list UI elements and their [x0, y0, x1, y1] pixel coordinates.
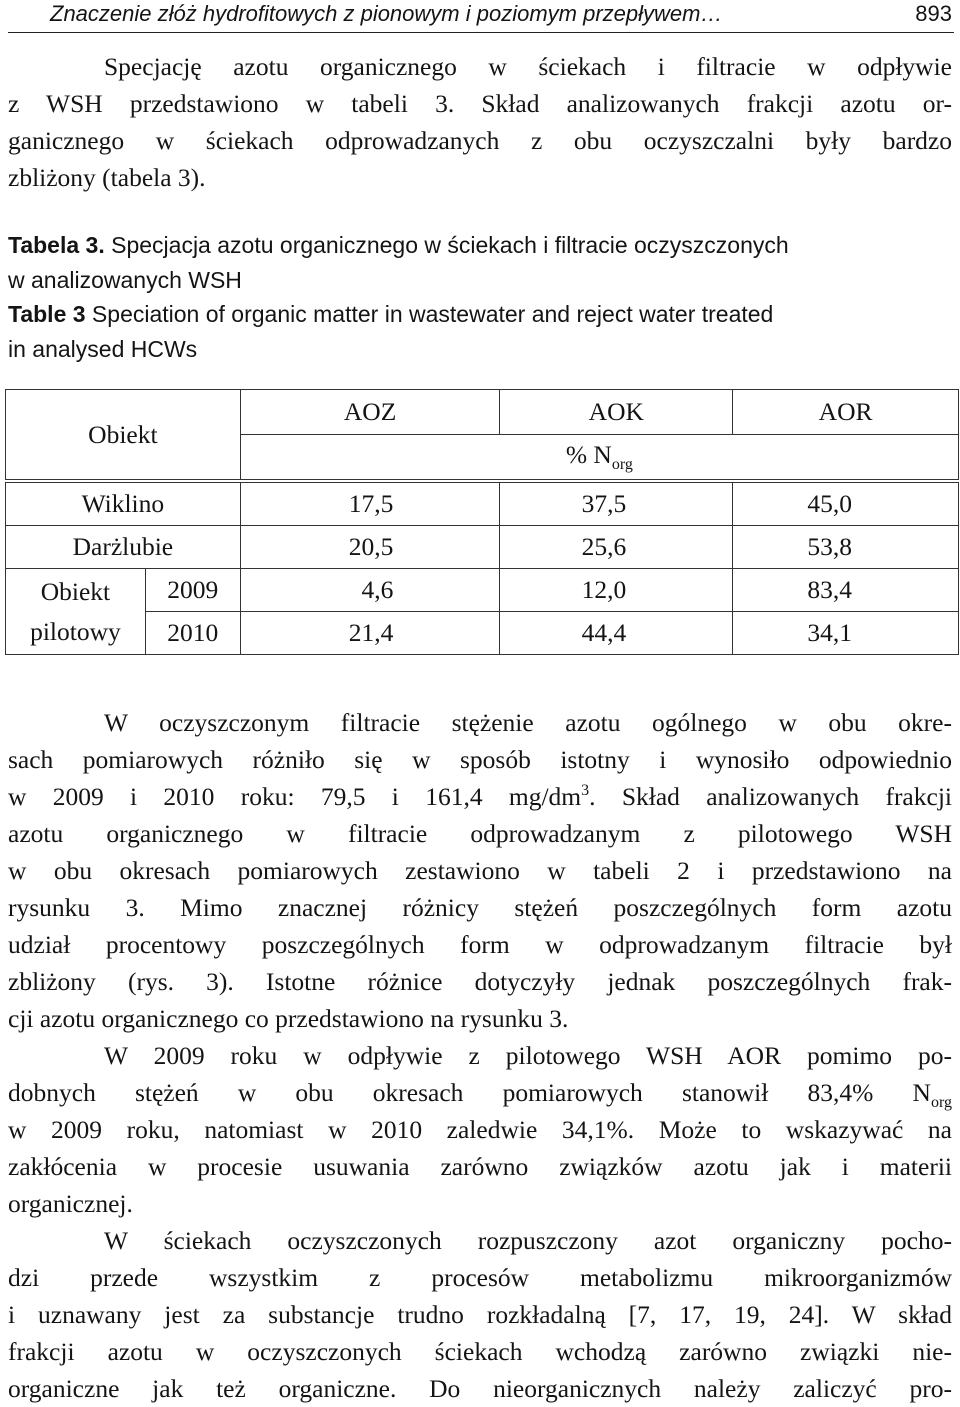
caption-line-en [8, 301, 952, 336]
caption-line-en-2: in analysed HCWs [8, 335, 198, 362]
header-aor: AOR [733, 390, 959, 435]
text-line: zbliżony (rys. 3). Istotne różnice dotyczyły jednak poszczególnych frak- [8, 967, 952, 996]
header-aok: AOK [500, 390, 733, 435]
text-line: cji azotu organicznego co przedstawiono na rysunku 3. [8, 1004, 569, 1033]
pilot-label [6, 569, 146, 655]
caption-text-pl: Specjacja azotu organicznego w ściekach i filtracie oczyszczonych [104, 232, 789, 258]
subscript: org [930, 1094, 952, 1111]
text-line [8, 1074, 952, 1111]
unit-prefix: % N [565, 440, 612, 469]
text-line: W 2009 roku w odpływie z pilotowego WSH AOR pomimo po- [104, 1041, 952, 1070]
pilot-label-line-2: pilotowy [30, 616, 121, 646]
text-line: W ściekach oczyszczonych rozpuszczony azot organiczny pocho- [104, 1226, 952, 1255]
text-line: zbliżony (tabela 3). [8, 163, 206, 192]
text-line: ganicznego w ściekach odprowadzanych z obu oczyszczalni były bardzo [8, 126, 952, 155]
caption-line-pl [8, 232, 952, 267]
table-row [6, 612, 959, 655]
cell-aor: 45,0 [733, 481, 959, 526]
caption-label-pl: Tabela 3. [8, 232, 105, 258]
body-paragraph-filtrate [8, 704, 952, 1037]
cell-aoz: 21,4 [240, 612, 500, 655]
cell-aoz: 4,6 [240, 569, 500, 612]
body-paragraph-organic-nitrogen [8, 1222, 952, 1407]
text-fragment: . Skład analizowanych frakcji [589, 782, 952, 811]
running-header [8, 0, 954, 33]
cell-aok: 44,4 [500, 612, 733, 655]
row-label: Darżlubie [6, 526, 241, 569]
text-line: sach pomiarowych różniło się w sposób istotny i wynosiło odpowiednio [8, 745, 952, 774]
text-line: zakłócenia w procesie usuwania zarówno związków azotu jak i materii [8, 1152, 952, 1181]
cell-aoz: 20,5 [240, 526, 500, 569]
table-row [6, 569, 959, 612]
header-aoz: AOZ [240, 390, 500, 435]
caption-label-en: Table 3 [8, 301, 86, 327]
cell-aor: 34,1 [733, 612, 959, 655]
caption-line-pl-2: w analizowanych WSH [8, 266, 242, 293]
pilot-label-line-1: Obiekt [40, 576, 111, 606]
superscript: 3 [581, 782, 590, 799]
table-row [6, 481, 959, 526]
text-line: z WSH przedstawiono w tabeli 3. Skład analizowanych frakcji azotu or- [8, 89, 952, 118]
text-fragment: dobnych stężeń w obu okresach pomiarowych stanowił 83,4% N [8, 1078, 931, 1107]
text-line: rysunku 3. Mimo znacznej różnicy stężeń poszczególnych form azotu [8, 893, 952, 922]
cell-aor: 53,8 [733, 526, 959, 569]
caption-text-en: Speciation of organic matter in wastewater and reject water treated [85, 301, 774, 327]
body-paragraph-aor [8, 1037, 952, 1222]
text-line: w obu okresach pomiarowych zestawiono w tabeli 2 i przedstawiono na [8, 856, 952, 885]
cell-aok: 37,5 [500, 481, 733, 526]
row-label: Wiklino [6, 481, 241, 526]
text-line: azotu organicznego w filtracie odprowadzanym z pilotowego WSH [8, 819, 952, 848]
header-unit [240, 435, 958, 482]
table-caption [8, 232, 952, 370]
text-line: udział procentowy poszczególnych form w odprowadzanym filtracie był [8, 930, 952, 959]
text-line: frakcji azotu w oczyszczonych ściekach wchodzą zarówno związki nie- [8, 1337, 952, 1366]
row-year: 2010 [145, 612, 240, 655]
cell-aok: 12,0 [500, 569, 733, 612]
header-object: Obiekt [6, 390, 241, 482]
running-title: Znaczenie złóż hydrofitowych z pionowym i poziomym przepływem… [50, 1, 723, 26]
intro-paragraph [8, 48, 952, 196]
text-line: dzi przede wszystkim z procesów metabolizmu mikroorganizmów [8, 1263, 952, 1292]
cell-aor: 83,4 [733, 569, 959, 612]
text-line [8, 778, 952, 815]
text-fragment: w 2009 i 2010 roku: 79,5 i 161,4 mg/dm [8, 782, 582, 811]
table-row [6, 526, 959, 569]
text-line: W oczyszczonym filtracie stężenie azotu ogólnego w obu okre- [104, 708, 952, 737]
unit-subscript: org [611, 456, 633, 473]
text-line: Specjację azotu organicznego w ściekach i filtracie w odpływie [104, 52, 952, 81]
text-line: organiczne jak też organiczne. Do nieorganicznych należy zaliczyć pro- [8, 1374, 952, 1403]
text-line: organicznej. [8, 1189, 133, 1218]
text-line: i uznawany jest za substancje trudno rozkładalną [7, 17, 19, 24]. W skład [8, 1300, 952, 1329]
speciation-table [5, 389, 959, 655]
table-header-row [6, 390, 959, 435]
text-line: w 2009 roku, natomiast w 2010 zaledwie 34,1%. Może to wskazywać na [8, 1115, 952, 1144]
cell-aok: 25,6 [500, 526, 733, 569]
page-number: 893 [915, 1, 952, 26]
cell-aoz: 17,5 [240, 481, 500, 526]
row-year: 2009 [145, 569, 240, 612]
